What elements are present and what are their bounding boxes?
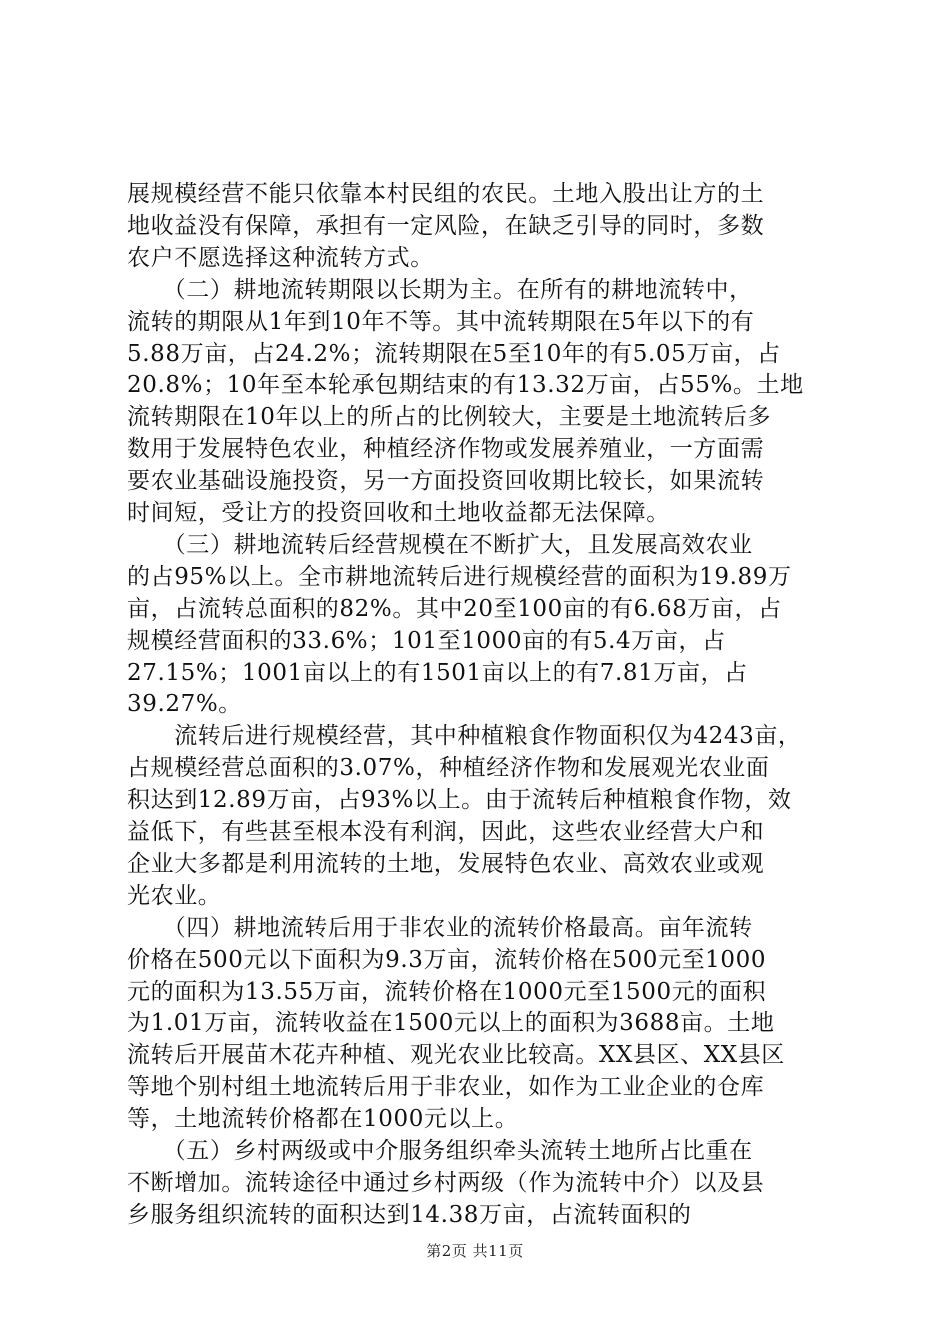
text-line: 流转期限在10年以上的所占的比例较大，主要是土地流转后多 bbox=[127, 404, 772, 431]
text-line: 的占95%以上。全市耕地流转后进行规模经营的面积为19.89万 bbox=[127, 563, 792, 590]
text-line: （三）耕地流转后经营规模在不断扩大，且发展高效农业 bbox=[127, 531, 753, 558]
text-line: 不断增加。流转途径中通过乡村两级（作为流转中介）以及县 bbox=[127, 1169, 765, 1196]
text-line: 为1.01万亩，流转收益在1500元以上的面积为3688亩。土地 bbox=[127, 1010, 775, 1037]
text-line: 等地个别村组土地流转后用于非农业，如作为工业企业的仓库 bbox=[127, 1074, 765, 1101]
text-line: 要农业基础设施投资，另一方面投资回收期比较长，如果流转 bbox=[127, 468, 765, 495]
page-footer: 第2页 共11页 bbox=[426, 1242, 524, 1260]
text-line: 地收益没有保障，承担有一定风险，在缺乏引导的同时，多数 bbox=[127, 212, 765, 239]
text-line: 等，土地流转价格都在1000元以上。 bbox=[127, 1106, 519, 1133]
text-line: （四）耕地流转后用于非农业的流转价格最高。亩年流转 bbox=[127, 914, 753, 941]
text-line: 亩，占流转总面积的82%。其中20至100亩的有6.68万亩，占 bbox=[127, 595, 782, 622]
text-line: 占规模经营总面积的3.07%，种植经济作物和发展观光农业面 bbox=[127, 755, 770, 782]
text-line: 价格在500元以下面积为9.3万亩，流转价格在500元至1000 bbox=[127, 946, 767, 973]
text-line: 39.27%。 bbox=[127, 691, 242, 718]
text-line: 27.15%；1001亩以上的有1501亩以上的有7.81万亩，占 bbox=[127, 659, 748, 686]
text-line: 5.88万亩，占24.2%；流转期限在5至10年的有5.05万亩，占 bbox=[127, 340, 781, 367]
text-line: 乡服务组织流转的面积达到14.38万亩，占流转面积的 bbox=[127, 1201, 692, 1228]
text-line: 展规模经营不能只依靠本村民组的农民。土地入股出让方的土 bbox=[127, 181, 765, 207]
text-line: （五）乡村两级或中介服务组织牵头流转土地所占比重在 bbox=[127, 1138, 753, 1164]
text-line: 农户不愿选择这种流转方式。 bbox=[127, 244, 434, 271]
text-line: 积达到12.89万亩，占93%以上。由于流转后种植粮食作物，效 bbox=[127, 787, 792, 814]
text-line: 元的面积为13.55万亩，流转价格在1000元至1500元的面积 bbox=[127, 978, 767, 1005]
text-line: （二）耕地流转期限以长期为主。在所有的耕地流转中， bbox=[127, 276, 753, 303]
text-line: 流转的期限从1年到10年不等。其中流转期限在5年以下的有 bbox=[127, 308, 755, 335]
text-line: 流转后进行规模经营，其中种植粮食作物面积仅为4243亩， bbox=[127, 723, 802, 750]
text-line: 规模经营面积的33.6%；101至1000亩的有5.4万亩，占 bbox=[127, 627, 726, 654]
text-line: 企业大多都是利用流转的土地，发展特色农业、高效农业或观 bbox=[127, 850, 765, 877]
text-line: 数用于发展特色农业，种植经济作物或发展养殖业，一方面需 bbox=[127, 436, 765, 463]
text-line: 益低下，有些甚至根本没有利润，因此，这些农业经营大户和 bbox=[127, 819, 765, 845]
text-line: 20.8%；10年至本轮承包期结束的有13.32万亩，占55%。土地 bbox=[127, 372, 804, 399]
text-line: 光农业。 bbox=[127, 882, 222, 909]
text-line: 时间短，受让方的投资回收和土地收益都无法保障。 bbox=[127, 500, 670, 526]
text-line: 流转后开展苗木花卉种植、观光农业比较高。XX县区、XX县区 bbox=[127, 1042, 785, 1069]
